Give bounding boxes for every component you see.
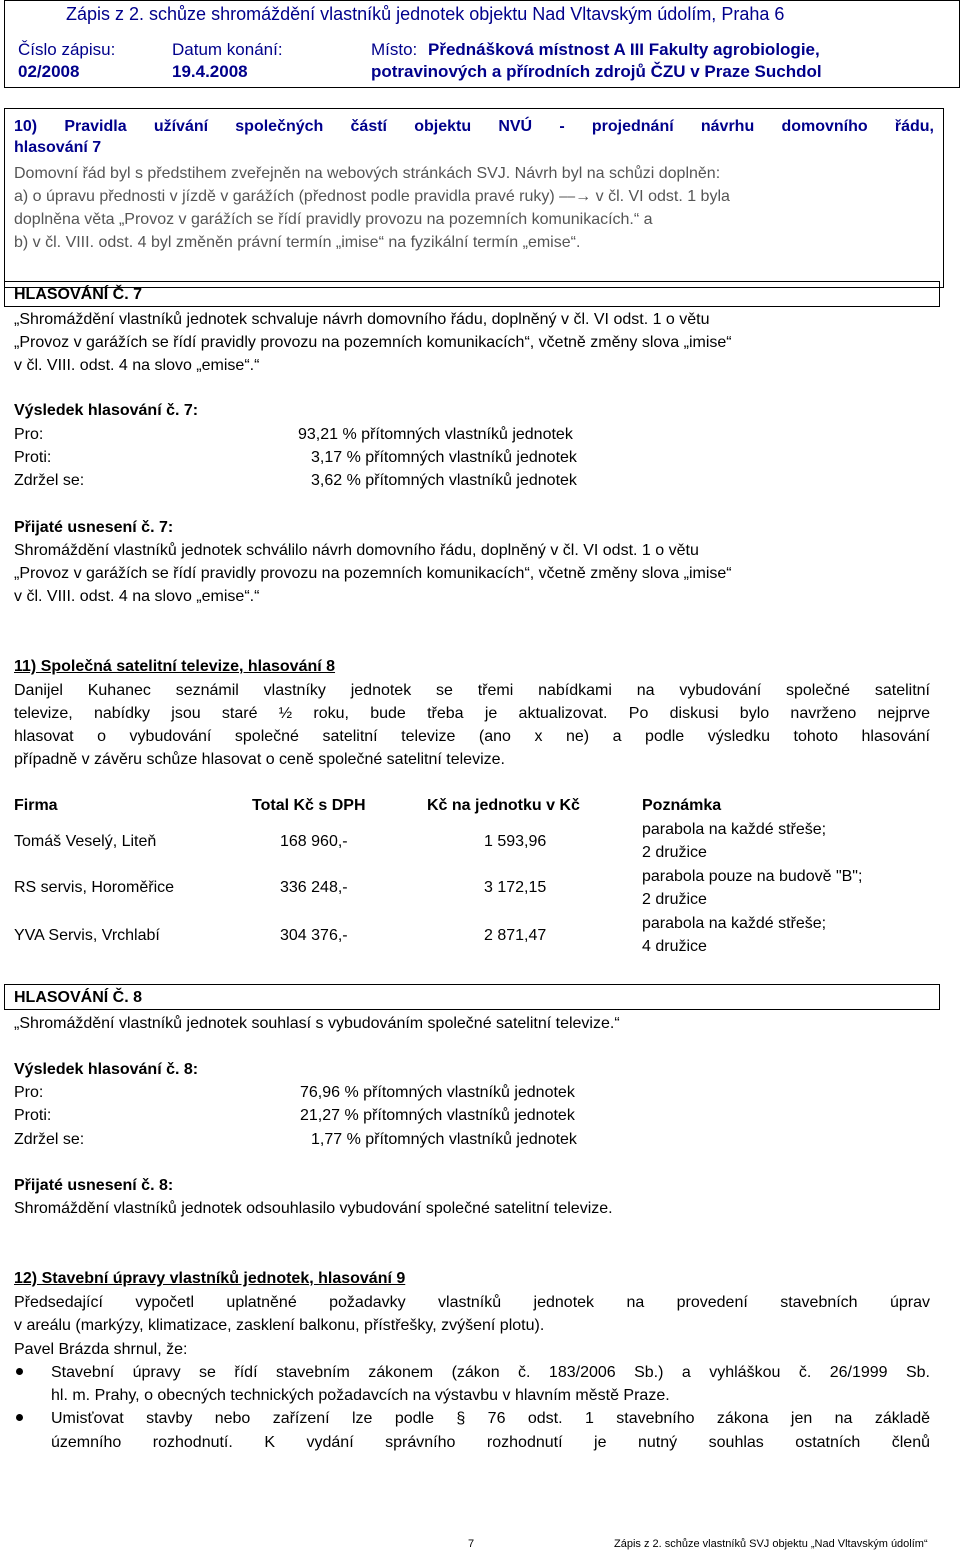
bullet-item-line: územního rozhodnutí. K vydání správního rozhodnutí je nutný souhlas ostatních členů xyxy=(51,1434,930,1451)
bullet-icon xyxy=(16,1414,23,1421)
table-cell-note: parabola na každé střeše; xyxy=(642,915,827,932)
record-number-value: 02/2008 xyxy=(18,62,80,81)
table-cell-note: parabola pouze na budově "B"; xyxy=(642,868,863,885)
resolution7-heading: Přijaté usnesení č. 7: xyxy=(14,519,174,536)
section10-title-line2: hlasování 7 xyxy=(14,139,102,156)
section12-title: 12) Stavební úpravy vlastníků jednotek, hlasování 9 xyxy=(14,1270,406,1287)
section10-line: b) v čl. VIII. odst. 4 byl změněn právní termín „imise“ na fyzikální termín „emise“. xyxy=(14,234,581,251)
section11-paragraph-line: hlasovat o vybudování společné satelitní televize (ano x ne) a podle výsledku tohoto hlasování xyxy=(14,728,930,745)
result8-value: 1,77 % přítomných vlastníků jednotek xyxy=(311,1131,577,1148)
bullet-icon xyxy=(16,1368,23,1375)
record-number-label: Číslo zápisu: xyxy=(18,40,116,59)
section12-paragraph-line: v areálu (markýzy, klimatizace, zasklení balkonu, přístřešky, zvýšení plotu). xyxy=(14,1317,545,1334)
result8-label: Pro: xyxy=(14,1084,44,1101)
section12-paragraph-line: Pavel Brázda shrnul, že: xyxy=(14,1341,188,1358)
section12-paragraph-line: Předsedající vypočetl uplatněné požadavky vlastníků jednotek na provedení stavebních úprav xyxy=(14,1294,930,1311)
table-cell-firm: RS servis, Horoměřice xyxy=(14,879,175,896)
result7-value: 3,17 % přítomných vlastníků jednotek xyxy=(311,449,577,466)
resolution7-text-line: Shromáždění vlastníků jednotek schválilo návrh domovního řádu, doplněný v čl. VI odst. 1 o větu xyxy=(14,542,699,559)
resolution7-text-line: „Provoz v garážích se řídí pravidly provozu na pozemních komunikacích“, včetně změny slova „imise“ xyxy=(14,565,732,582)
section10-title-line1: 10) Pravidla užívání společných částí objektu NVÚ - projednání návrhu domovního řádu, xyxy=(14,118,934,135)
page-number: 7 xyxy=(468,1538,475,1550)
bullet-item-line: Stavební úpravy se řídí stavebním zákonem (zákon č. 183/2006 Sb.) a vyhláškou č. 26/1999 Sb. xyxy=(51,1364,930,1381)
vote7-heading: HLASOVÁNÍ Č. 7 xyxy=(14,286,143,303)
table-cell-note: 2 družice xyxy=(642,891,707,908)
result8-label: Proti: xyxy=(14,1107,52,1124)
section11-paragraph-line: Danijel Kuhanec seznámil vlastníky jednotek se třemi nabídkami na vybudování společné satelitní xyxy=(14,682,930,699)
vote7-heading-box xyxy=(4,281,940,307)
footer-text: Zápis z 2. schůze vlastníků SVJ objektu „Nad Vltavským údolím“ xyxy=(614,1538,928,1550)
offers-table xyxy=(4,794,944,994)
place-value-line1: Přednášková místnost A III Fakulty agrobiologie, xyxy=(428,40,820,59)
result8-value: 21,27 % přítomných vlastníků jednotek xyxy=(300,1107,575,1124)
result8-value: 76,96 % přítomných vlastníků jednotek xyxy=(300,1084,575,1101)
vote7-text-line: v čl. VIII. odst. 4 na slovo „emise“.“ xyxy=(14,357,260,374)
result8-label: Zdržel se: xyxy=(14,1131,85,1148)
section11-paragraph-line: případně v závěru schůze hlasovat o ceně společné satelitní televize. xyxy=(14,751,505,768)
result8-heading: Výsledek hlasování č. 8: xyxy=(14,1061,199,1078)
result7-label: Proti: xyxy=(14,449,52,466)
result7-value: 93,21 % přítomných vlastníků jednotek xyxy=(298,426,573,443)
table-cell-total: 336 248,- xyxy=(280,879,348,896)
vote7-text-line: „Shromáždění vlastníků jednotek schvaluje návrh domovního řádu, doplněný v čl. VI odst. 1 o větu xyxy=(14,311,710,328)
table-cell-note: 4 družice xyxy=(642,938,707,955)
vote8-heading: HLASOVÁNÍ Č. 8 xyxy=(14,989,143,1006)
resolution7-text-line: v čl. VIII. odst. 4 na slovo „emise“.“ xyxy=(14,588,260,605)
table-cell-per-unit: 2 871,47 xyxy=(484,927,547,944)
section10-line: doplněna věta „Provoz v garážích se řídí pravidly provozu na pozemních komunikacích.“ a xyxy=(14,211,653,228)
vote8-text: „Shromáždění vlastníků jednotek souhlasí s vybudováním společné satelitní televize.“ xyxy=(14,1015,620,1032)
vote8-heading-box xyxy=(4,984,940,1010)
table-cell-total: 304 376,- xyxy=(280,927,348,944)
table-cell-firm: Tomáš Veselý, Liteň xyxy=(14,833,157,850)
section10-line: a) o úpravu přednosti v jízdě v garážích (přednost podle pravidla pravé ruky) ⎯⎯→ v čl. VI odst. 1 byla xyxy=(14,188,730,205)
bullet-item-line: Umisťovat stavby nebo zařízení lze podle § 76 odst. 1 stavebního zákona jen na základě xyxy=(51,1410,930,1427)
table-cell-per-unit: 1 593,96 xyxy=(484,833,547,850)
table-cell-total: 168 960,- xyxy=(280,833,348,850)
table-header-firm: Firma xyxy=(14,797,58,814)
result7-heading: Výsledek hlasování č. 7: xyxy=(14,402,199,419)
table-header-note: Poznámka xyxy=(642,797,722,814)
result7-label: Pro: xyxy=(14,426,44,443)
table-cell-firm: YVA Servis, Vrchlabí xyxy=(14,927,160,944)
result7-label: Zdržel se: xyxy=(14,472,85,489)
table-cell-per-unit: 3 172,15 xyxy=(484,879,547,896)
place-label: Místo: xyxy=(371,40,418,59)
date-label: Datum konání: xyxy=(172,40,283,59)
table-header-total: Total Kč s DPH xyxy=(252,797,366,814)
place-value-line2: potravinových a přírodních zdrojů ČZU v Praze Suchdol xyxy=(371,62,822,81)
table-header-per-unit: Kč na jednotku v Kč xyxy=(427,797,580,814)
section11-title: 11) Společná satelitní televize, hlasování 8 xyxy=(14,658,336,675)
result7-value: 3,62 % přítomných vlastníků jednotek xyxy=(311,472,577,489)
resolution8-text: Shromáždění vlastníků jednotek odsouhlasilo vybudování společné satelitní televize. xyxy=(14,1200,613,1217)
resolution8-heading: Přijaté usnesení č. 8: xyxy=(14,1177,174,1194)
table-cell-note: 2 družice xyxy=(642,844,707,861)
vote7-text-line: „Provoz v garážích se řídí pravidly provozu na pozemních komunikacích“, včetně změny slova „imise“ xyxy=(14,334,732,351)
document-title: Zápis z 2. schůze shromáždění vlastníků jednotek objektu Nad Vltavským údolím, Praha 6 xyxy=(66,4,785,24)
bullet-item-line: hl. m. Prahy, o obecných technických požadavcích na výstavbu v hlavním městě Praze. xyxy=(51,1387,670,1404)
section11-paragraph-line: televize, nabídky jsou staré ½ roku, bude třeba je aktualizovat. Po diskusi bylo navrženo nejprve xyxy=(14,705,930,722)
date-value: 19.4.2008 xyxy=(172,62,248,81)
table-cell-note: parabola na každé střeše; xyxy=(642,821,827,838)
section10-line: Domovní řád byl s předstihem zveřejněn na webových stránkách SVJ. Návrh byl na schůzi doplněn: xyxy=(14,165,721,182)
